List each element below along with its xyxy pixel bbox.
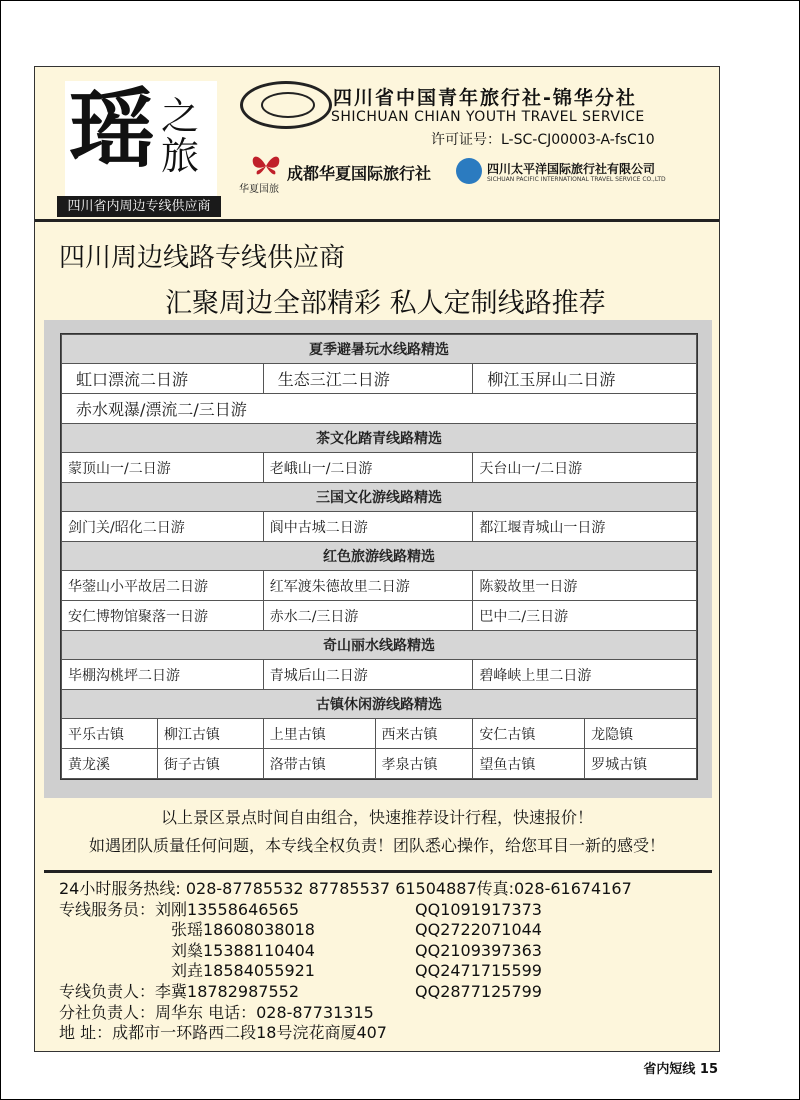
route-item: 柳江玉屏山二日游 bbox=[473, 364, 697, 394]
route-item: 华蓥山小平故居二日游 bbox=[62, 571, 264, 601]
page-number: 省内短线 15 bbox=[643, 1062, 718, 1077]
logo-small-chars: 之旅 bbox=[161, 94, 200, 178]
staff-row bbox=[59, 982, 632, 1003]
staff-label: 专线负责人： bbox=[59, 981, 156, 1001]
route-item: 赤水观瀑/漂流二/三日游 bbox=[62, 394, 697, 424]
section-title-mountains: 奇山丽水线路精选 bbox=[62, 631, 697, 660]
routes-box bbox=[44, 320, 712, 798]
town-item: 西来古镇 bbox=[375, 719, 473, 749]
route-item: 老峨山一/二日游 bbox=[263, 453, 473, 483]
staff-person: 刘垚18584055921 bbox=[171, 961, 315, 981]
town-item: 街子古镇 bbox=[157, 749, 263, 779]
youth-travel-emblem-icon bbox=[240, 81, 332, 129]
route-item: 陈毅故里一日游 bbox=[473, 571, 697, 601]
route-item: 青城后山二日游 bbox=[263, 660, 473, 690]
staff-person: 李冀18782987552 bbox=[155, 981, 299, 1001]
route-item: 天台山一/二日游 bbox=[473, 453, 697, 483]
town-item: 罗城古镇 bbox=[585, 749, 697, 779]
note-combination: 以上景区景点时间自由组合，快速推荐设计行程，快速报价！ bbox=[160, 808, 593, 827]
town-item: 安仁古镇 bbox=[473, 719, 585, 749]
staff-row bbox=[59, 900, 632, 921]
logo-big-char: 瑶 bbox=[69, 79, 155, 180]
staff-qq: QQ2722071044 bbox=[415, 920, 542, 940]
content-panel bbox=[34, 66, 720, 1052]
address: 地 址：成都市一环路西二段18号浣花商厦407 bbox=[59, 1023, 387, 1043]
route-item: 赤水二/三日游 bbox=[263, 601, 473, 631]
town-item: 上里古镇 bbox=[263, 719, 375, 749]
logo-tagline: 四川省内周边专线供应商 bbox=[57, 196, 221, 217]
town-item: 望鱼古镇 bbox=[473, 749, 585, 779]
town-item: 平乐古镇 bbox=[62, 719, 158, 749]
route-item: 阆中古城二日游 bbox=[263, 512, 473, 542]
route-item: 剑门关/昭化二日游 bbox=[62, 512, 264, 542]
brand-logo bbox=[65, 81, 217, 217]
staff-row bbox=[59, 961, 632, 982]
town-item: 龙隐镇 bbox=[585, 719, 697, 749]
agency-pacific-name: 四川太平洋国际旅行社有限公司 bbox=[487, 162, 656, 176]
route-item: 红军渡朱德故里二日游 bbox=[263, 571, 473, 601]
note-guarantee: 如遇团队质量任何问题，本专线全权负责！团队悉心操作，给您耳目一新的感受！ bbox=[88, 836, 665, 855]
town-item: 黄龙溪 bbox=[62, 749, 158, 779]
section-title-red-tourism: 红色旅游线路精选 bbox=[62, 542, 697, 571]
butterfly-logo-icon bbox=[251, 153, 281, 179]
section-divider bbox=[44, 870, 712, 873]
town-item: 柳江古镇 bbox=[157, 719, 263, 749]
branch-manager: 分社负责人：周华东 电话：028-87731315 bbox=[59, 1002, 374, 1022]
staff-person: 刘燊15388110404 bbox=[171, 940, 315, 960]
staff-qq: QQ2877125799 bbox=[415, 981, 542, 1001]
route-item: 生态三江二日游 bbox=[263, 364, 473, 394]
section-title-three-kingdoms: 三国文化游线路精选 bbox=[62, 483, 697, 512]
town-item: 孝泉古镇 bbox=[375, 749, 473, 779]
section-title-summer: 夏季避暑玩水线路精选 bbox=[62, 335, 697, 364]
agency-huaxia-sub: 华夏国旅 bbox=[239, 184, 279, 195]
license-number: 许可证号：L-SC-CJ00003-A-fsC10 bbox=[431, 132, 655, 148]
staff-row bbox=[59, 941, 632, 962]
route-item: 毕棚沟桃坪二日游 bbox=[62, 660, 264, 690]
routes-table-wrap bbox=[60, 333, 698, 780]
staff-label: 专线服务员： bbox=[59, 899, 156, 919]
route-item: 蒙顶山一/二日游 bbox=[62, 453, 264, 483]
pacific-logo-icon bbox=[456, 158, 482, 184]
town-item: 洛带古镇 bbox=[263, 749, 375, 779]
route-item: 虹口漂流二日游 bbox=[62, 364, 264, 394]
staff-person: 张瑶18608038018 bbox=[171, 920, 315, 940]
route-item: 安仁博物馆聚落一日游 bbox=[62, 601, 264, 631]
routes-table bbox=[61, 334, 697, 779]
agency-huaxia-name: 成都华夏国际旅行社 bbox=[287, 164, 432, 183]
staff-qq: QQ2471715599 bbox=[415, 961, 542, 981]
route-item: 都江堰青城山一日游 bbox=[473, 512, 697, 542]
staff-qq: QQ1091917373 bbox=[415, 899, 542, 919]
route-item: 巴中二/三日游 bbox=[473, 601, 697, 631]
staff-qq: QQ2109397363 bbox=[415, 940, 542, 960]
contact-block bbox=[59, 879, 632, 1044]
agency-pacific-name-en: SICHUAN PACIFIC INTERNATIONAL TRAVEL SERVICE CO.,LTD bbox=[487, 176, 666, 183]
section-title-tea: 茶文化踏青线路精选 bbox=[62, 424, 697, 453]
header bbox=[35, 67, 719, 222]
agency-youth-name: 四川省中国青年旅行社-锦华分社 bbox=[333, 87, 637, 109]
section-title-ancient-towns: 古镇休闲游线路精选 bbox=[62, 690, 697, 719]
agency-youth-name-en: SHICHUAN CHIAN YOUTH TRAVEL SERVICE bbox=[331, 109, 645, 125]
headline-secondary: 汇聚周边全部精彩 私人定制线路推荐 bbox=[165, 288, 606, 319]
staff-person: 刘刚13558646565 bbox=[155, 899, 299, 919]
headline-primary: 四川周边线路专线供应商 bbox=[59, 243, 346, 273]
route-item: 碧峰峡上里二日游 bbox=[473, 660, 697, 690]
staff-row bbox=[59, 920, 632, 941]
hotline: 24小时服务热线: 028-87785532 87785537 61504887传真:028-61674167 bbox=[59, 879, 632, 898]
